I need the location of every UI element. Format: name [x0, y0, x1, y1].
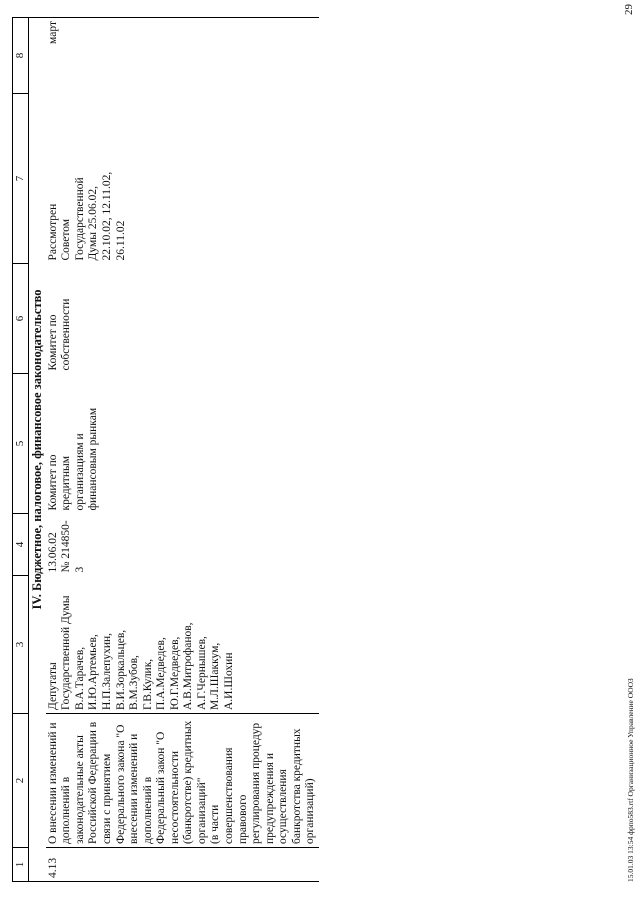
review-status: Рассмотрен Советом Государственной Думы 25.06.02, 22.10.02, 12.11.02, 26.11.02	[46, 171, 127, 261]
bill-table	[12, 17, 319, 882]
co-committee: Комитет по собственности	[46, 298, 73, 371]
column-number-row	[13, 18, 29, 882]
column-header-5: 5	[13, 374, 29, 514]
column-header-8: 8	[13, 18, 29, 94]
page-number: 29	[623, 4, 635, 15]
column-header-7: 7	[13, 94, 29, 264]
bill-date-number: 13.06.02 № 214850-3	[46, 520, 86, 573]
bill-title: О внесении изменений и дополнений в законодательные акты Российской Федерации в связи с принятием Федерального закона "О внесении изменений и дополнений в Федеральный закон "О несостоятельности (банкротстве) кредитных организаций" (в части совершенствования правового регулирования процедур предупреждения и осуществления банкротства кредитных организаций)	[46, 714, 319, 848]
column-header-4: 4	[13, 514, 29, 576]
section-title: IV. Бюджетное, налоговое, финансовое законодательство	[28, 18, 45, 882]
table-row	[46, 18, 319, 882]
section-row	[28, 18, 45, 882]
planned-month: март	[46, 18, 319, 94]
column-header-2: 2	[13, 714, 29, 848]
column-header-1: 1	[13, 848, 29, 882]
column-header-6: 6	[13, 264, 29, 374]
responsible-committee: Комитет по кредитным организациям и финансовым рынкам	[46, 407, 100, 511]
column-header-3: 3	[13, 576, 29, 714]
row-number: 4.13	[46, 848, 319, 882]
print-footer: 15.01.03 13:54 фрпо583.rtf Организационное Управление ОООЗ	[626, 678, 635, 882]
bill-authors: Депутаты Государственной Думы В.А.Тарачев, И.Ю.Артемьев, Н.П.Залепухин, В.И.Зоркальцев, В.М.Зубов, Г.В.Кулик, П.А.Медведев, Ю.Г.Медведев, А.В.Митрофанов, А.Г.Чернышев, М.Л.Шаккум, А.И.Шохин	[46, 576, 319, 714]
